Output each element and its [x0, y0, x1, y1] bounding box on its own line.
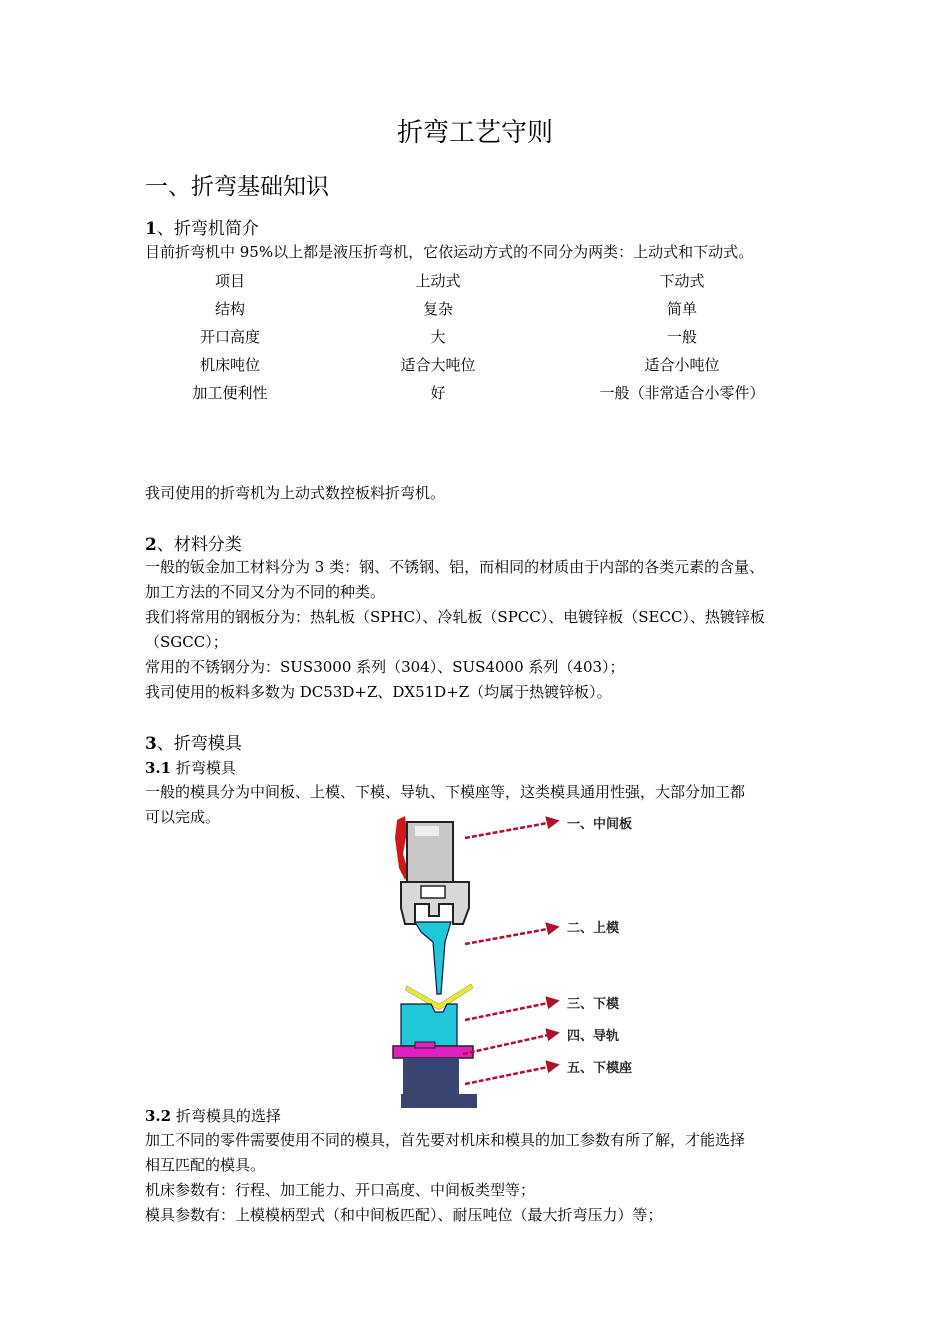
figure-label: 三、下模: [567, 996, 620, 1011]
paragraph-intro: 目前折弯机中 95%以上都是液压折弯机，它依运动方式的不同分为两类：上动式和下动式。: [145, 243, 754, 261]
paragraph-line: 常用的不锈钢分为：SUS3000 系列（304）、SUS4000 系列（403）；: [145, 658, 625, 676]
table-cell: 好: [430, 384, 446, 402]
paragraph-line: 我们将常用的钢板分为：热轧板（SPHC）、冷轧板（SPCC）、电镀锌板（SECC）、热镀锌板: [145, 608, 765, 626]
table-cell: 一般（非常适合小零件）: [599, 384, 765, 402]
table-cell: 加工便利性: [192, 384, 268, 402]
table-cell: 复杂: [422, 300, 453, 318]
subsection-heading-3: 3、折弯模具: [145, 734, 242, 754]
paragraph-note: 我司使用的折弯机为上动式数控板料折弯机。: [145, 484, 446, 502]
document-title: 折弯工艺守则: [396, 118, 553, 148]
upper-punch: [415, 922, 451, 994]
subsection-heading-1: 1、折弯机简介: [145, 219, 259, 239]
paragraph-line: 一般的钣金加工材料分为 3 类：钢、不锈钢、铝，而相同的材质由于内部的各类元素的含量、: [145, 558, 765, 576]
arrow-lines: [463, 818, 557, 1084]
table-cell: 开口高度: [199, 328, 260, 346]
section-heading-1: 一、折弯基础知识: [145, 174, 329, 200]
table-header: 上动式: [415, 272, 461, 290]
figure-label: 一、中间板: [567, 816, 633, 831]
figure-label: 四、导轨: [567, 1028, 620, 1043]
bending-mold-figure: [385, 808, 660, 1113]
subsection-heading-3-2: 3.2 折弯模具的选择: [145, 1107, 281, 1125]
table-cell: 简单: [666, 300, 697, 318]
table-cell: 一般: [666, 328, 697, 346]
subsection-heading-3-1: 3.1 折弯模具: [145, 759, 236, 777]
paragraph-line: 加工不同的零件需要使用不同的模具，首先要对机床和模具的加工参数有所了解，才能选择: [145, 1131, 746, 1149]
paragraph-line: 一般的模具分为中间板、上模、下模、导轨、下模座等，这类模具通用性强，大部分加工都: [145, 783, 746, 801]
lower-die-base: [403, 1058, 459, 1094]
paragraph-line: 我司使用的板料多数为 DC53D+Z、DX51D+Z（均属于热镀锌板）。: [145, 683, 612, 701]
table-cell: 机床吨位: [199, 356, 260, 374]
figure-label: 二、上模: [567, 920, 620, 935]
table-cell: 适合小吨位: [644, 356, 720, 374]
table-cell: 适合大吨位: [400, 356, 476, 374]
paragraph-line: 相互匹配的模具。: [145, 1156, 266, 1174]
table-header: 下动式: [659, 272, 705, 290]
figure-label: 五、下模座: [567, 1060, 633, 1075]
paragraph-line: 加工方法的不同又分为不同的种类。: [145, 583, 386, 601]
table-cell: 结构: [214, 300, 245, 318]
table-cell: 大: [430, 328, 446, 346]
subsection-heading-2: 2、材料分类: [145, 535, 242, 555]
table-header: 项目: [214, 272, 245, 290]
lower-die: [401, 1004, 457, 1046]
paragraph-line: 可以完成。: [145, 808, 221, 826]
paragraph-line: 机床参数有：行程、加工能力、开口高度、中间板类型等；: [145, 1181, 536, 1199]
paragraph-line: 模具参数有：上模模柄型式（和中间板匹配）、耐压吨位（最大折弯压力）等；: [145, 1206, 663, 1224]
paragraph-line: （SGCC）；: [145, 633, 228, 651]
